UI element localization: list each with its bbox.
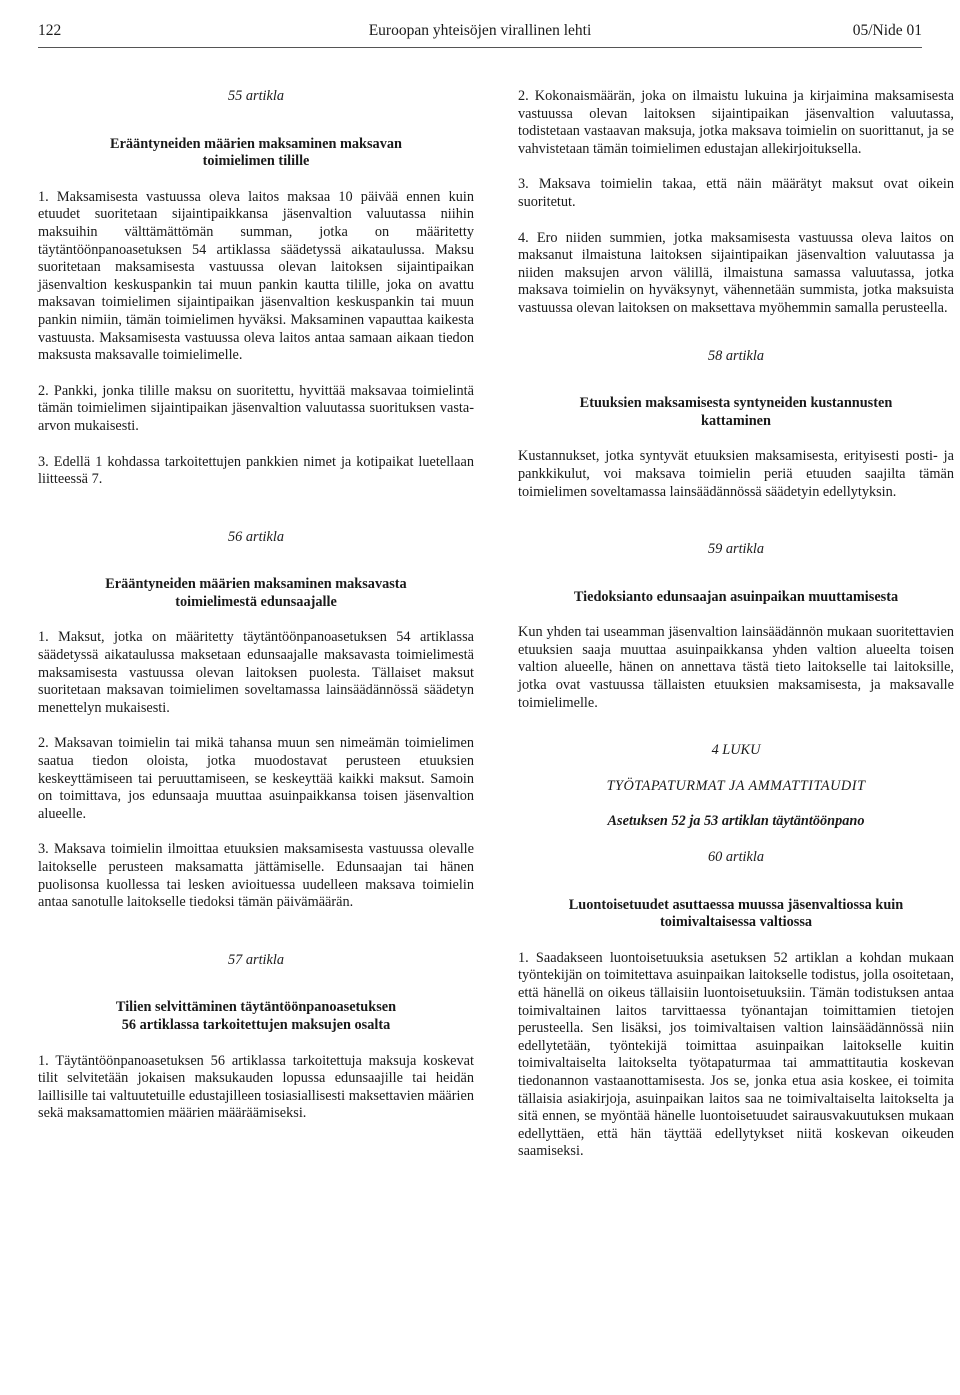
- article-57-label: 57 artikla: [228, 951, 284, 968]
- volume-label: 05/Nide 01: [852, 22, 922, 39]
- article-57-paragraph-1: 1. Täytäntöönpanoasetuksen 56 artiklassa tarkoitettuja maksuja koskevat tilit selvitetään jokaisen maksukauden lopussa edunsaajille tai heidän laillisille tai valtuutetuille edustajilleen tosiasiallisesti maksettavien määrien sekä maksamattomien määrien määräämiseksi.: [38, 1052, 474, 1122]
- chapter-label: 4 LUKU: [711, 742, 761, 759]
- article-55-heading-line-1: Erääntyneiden määrien maksaminen maksavan: [110, 135, 402, 152]
- article-57-heading-line-1: Tilien selvittäminen täytäntöönpanoasetuksen: [115, 999, 397, 1016]
- article-56-heading-line-2: toimielimestä edunsaajalle: [175, 593, 337, 610]
- article-56-label: 56 artikla: [228, 528, 284, 545]
- article-55-paragraph-3: 3. Edellä 1 kohdassa tarkoitettujen pankkien nimet ja kotipaikat luetellaan liitteessä 7.: [38, 453, 474, 488]
- left-column: [38, 88, 474, 1123]
- article-60-heading-line-2: toimivaltaisessa valtiossa: [659, 914, 813, 931]
- article-57-paragraph-2: 2. Kokonaismäärän, joka on ilmaistu lukuina ja kirjaimina maksamisesta vastuussa olevan laitoksen sijaintipaikan jäsenvaltion valuutassa, todistetaan vastaavan maksuja, jotka maksava toimielin on suorittanut, ja se vahvistetaan tämän toimielimen edustajan allekirjoituksella.: [518, 88, 954, 157]
- article-57-paragraph-4: 4. Ero niiden summien, jotka maksamisesta vastuussa oleva laitos on maksanut ilmaistuna laitoksen sijaintipaikan jäsenvaltion valuutassa ja niiden maksujen arvon välillä, ilmaistuna samassa valuutassa, jotka maksava toimielin on hyväksynyt, vähennetään summista, jotka maksuista vastuussa olevan laitoksen on maksettava myöhemmin samalla perusteella.: [518, 229, 954, 316]
- article-60-paragraph-1: 1. Saadakseen luontoisetuuksia asetuksen 52 artiklan a kohdan mukaan työntekijän on toimitettava asuinpaikan laitokselle todistus, jolla osoitetaan, että hänellä on oikeus tällaisiin luontoisetuuksiin. Tämän todistuksen antaa toimivaltainen laitos tarvittaessa työnantajan toimittamien tietojen perusteella. Sen lisäksi, jos toimivaltaisen valtion lainsäädännössä niin edellytetään, työntekijä toimittaa asuinpaikan laitokselle kuitin toimivaltaiselta laitokselta työtapaturmaa tai ammattitautia koskevan tiedonannon vastaanottamisesta. Jos se, jonka etua asia koskee, ei toimita tällaisia asiakirjoja, asuinpaikan laitos saa ne toimivaltaiselta laitokselta ja sitä ennen, se myöntää hänelle luontoisetuudet sairausvakuutuksen mukaan edellyttäen, että hän täyttää edellytykset niitä koskevan oikeuden saamiseksi.: [518, 949, 954, 1160]
- article-58-heading-line-1: Etuuksien maksamisesta syntyneiden kustannusten: [579, 395, 893, 412]
- right-column: [518, 88, 954, 1161]
- article-56-paragraph-3: 3. Maksava toimielin ilmoittaa etuuksien maksamisesta vastuussa olevalle laitokselle perusteen maksamatta jättämiselle. Edunsaajan tai hänen puolisonsa kuollessa tai lesken avioituessa uudelleen maksava toimielin antaa sanotulle laitokselle tiedoksi tämän päivämäärän.: [38, 841, 474, 911]
- article-60-heading-line-1: Luontoisetuudet asuttaessa muussa jäsenvaltiossa kuin: [568, 896, 904, 913]
- article-55-paragraph-2: 2. Pankki, jonka tilille maksu on suoritettu, hyvittää maksavaa toimielintä tämän toimielimen sijaintipaikan jäsenvaltion valuutassa suorituksen vasta-arvon mukaisesti.: [38, 382, 474, 434]
- article-55-label: 55 artikla: [228, 88, 284, 104]
- article-56-paragraph-2: 2. Maksavan toimielin tai mikä tahansa muun sen nimeämän toimielimen saatua tiedon oloista, jotka muodostavat perusteen etuuksien keskeyttämiseen tai peruuttamiseen, se keskeyttää kaikki maksut. Samoin on toimittava, jos edunsaaja muuttaa asuinpaikkansa toisen jäsenvaltion alueelle.: [38, 735, 474, 822]
- page-number: 122: [38, 22, 62, 39]
- header-rule: [38, 47, 922, 48]
- article-56-heading-line-1: Erääntyneiden määrien maksaminen maksavasta: [105, 576, 407, 593]
- article-58-heading-line-2: kattaminen: [701, 412, 771, 429]
- article-57-heading-line-2: 56 artiklassa tarkoitettujen maksujen osalta: [121, 1016, 391, 1033]
- article-57-paragraph-3: 3. Maksava toimielin takaa, että näin määrätyt maksut ovat oikein suoritetut.: [518, 176, 954, 210]
- article-59-label: 59 artikla: [708, 541, 764, 558]
- article-59-paragraph-1: Kun yhden tai useamman jäsenvaltion lainsäädännön mukaan suoritettavien etuuksien saaja muuttaa asuinpaikkansa yhden valtion alueelta toisen valtion alueelle, hänen on annettava tästä tieto laitokselle tai laitoksille, jotka ovat vastuussa tällaisten etuuksien maksamisesta, ja maksavalle toimielimelle.: [518, 624, 954, 711]
- chapter-title: TYÖTAPATURMAT JA AMMATTITAUDIT: [606, 777, 866, 794]
- article-56-paragraph-1: 1. Maksut, jotka on määritetty täytäntöönpanoasetuksen 54 artiklassa säädetyssä aikataulussa maksetaan edunsaajalle maksavasta toimielimestä maksamisesta vastuussa olevan laitoksen puolesta. Tällaiset maksut suoritetaan maksavan toimielimen soveltamassa lainsäädännössä säädetyn menettelyn mukaisesti.: [38, 629, 474, 716]
- article-58-label: 58 artikla: [708, 347, 764, 364]
- article-59-heading: Tiedoksianto edunsaajan asuinpaikan muuttamisesta: [573, 588, 899, 605]
- article-55-heading-line-2: toimielimen tilille: [202, 153, 310, 170]
- article-55-paragraph-1: 1. Maksamisesta vastuussa oleva laitos maksaa 10 päivää ennen kuin etuudet suoritetaan sijaintipaikkansa jäsenvaltion valuutassa niihin maksuihin välttämättömän summan, jotka on määritetty täytäntöönpanoasetuksen 54 artiklassa säädetyssä aikataulussa. Maksu suoritetaan maksamisesta vastuussa olevan laitoksen sijaintipaikan jäsenvaltion keskuspankin tai muun pankin kautta tilille, joka on avattu maksavan toimielimen sijaintipaikan jäsenvaltion keskuspankin tai muun pankin nimiin, tämän toimielimen hyväksi. Maksaminen vapauttaa kaikesta vastuusta. Maksamisesta vastuussa oleva laitos antaa samaan aikaan tiedon maksusta maksavalle toimielimelle.: [38, 188, 474, 364]
- article-60-label: 60 artikla: [708, 849, 764, 866]
- page-header: [38, 22, 922, 44]
- article-58-paragraph-1: Kustannukset, jotka syntyvät etuuksien maksamisesta, erityisesti posti- ja pankkikulut, voi maksava toimielin periä etuuden saajilta tämän toimielimen soveltamassa lainsäädännössä säädetyin edellytyksin.: [518, 448, 954, 500]
- journal-title: Euroopan yhteisöjen virallinen lehti: [368, 22, 592, 39]
- chapter-subtitle: Asetuksen 52 ja 53 artiklan täytäntöönpano: [607, 813, 865, 830]
